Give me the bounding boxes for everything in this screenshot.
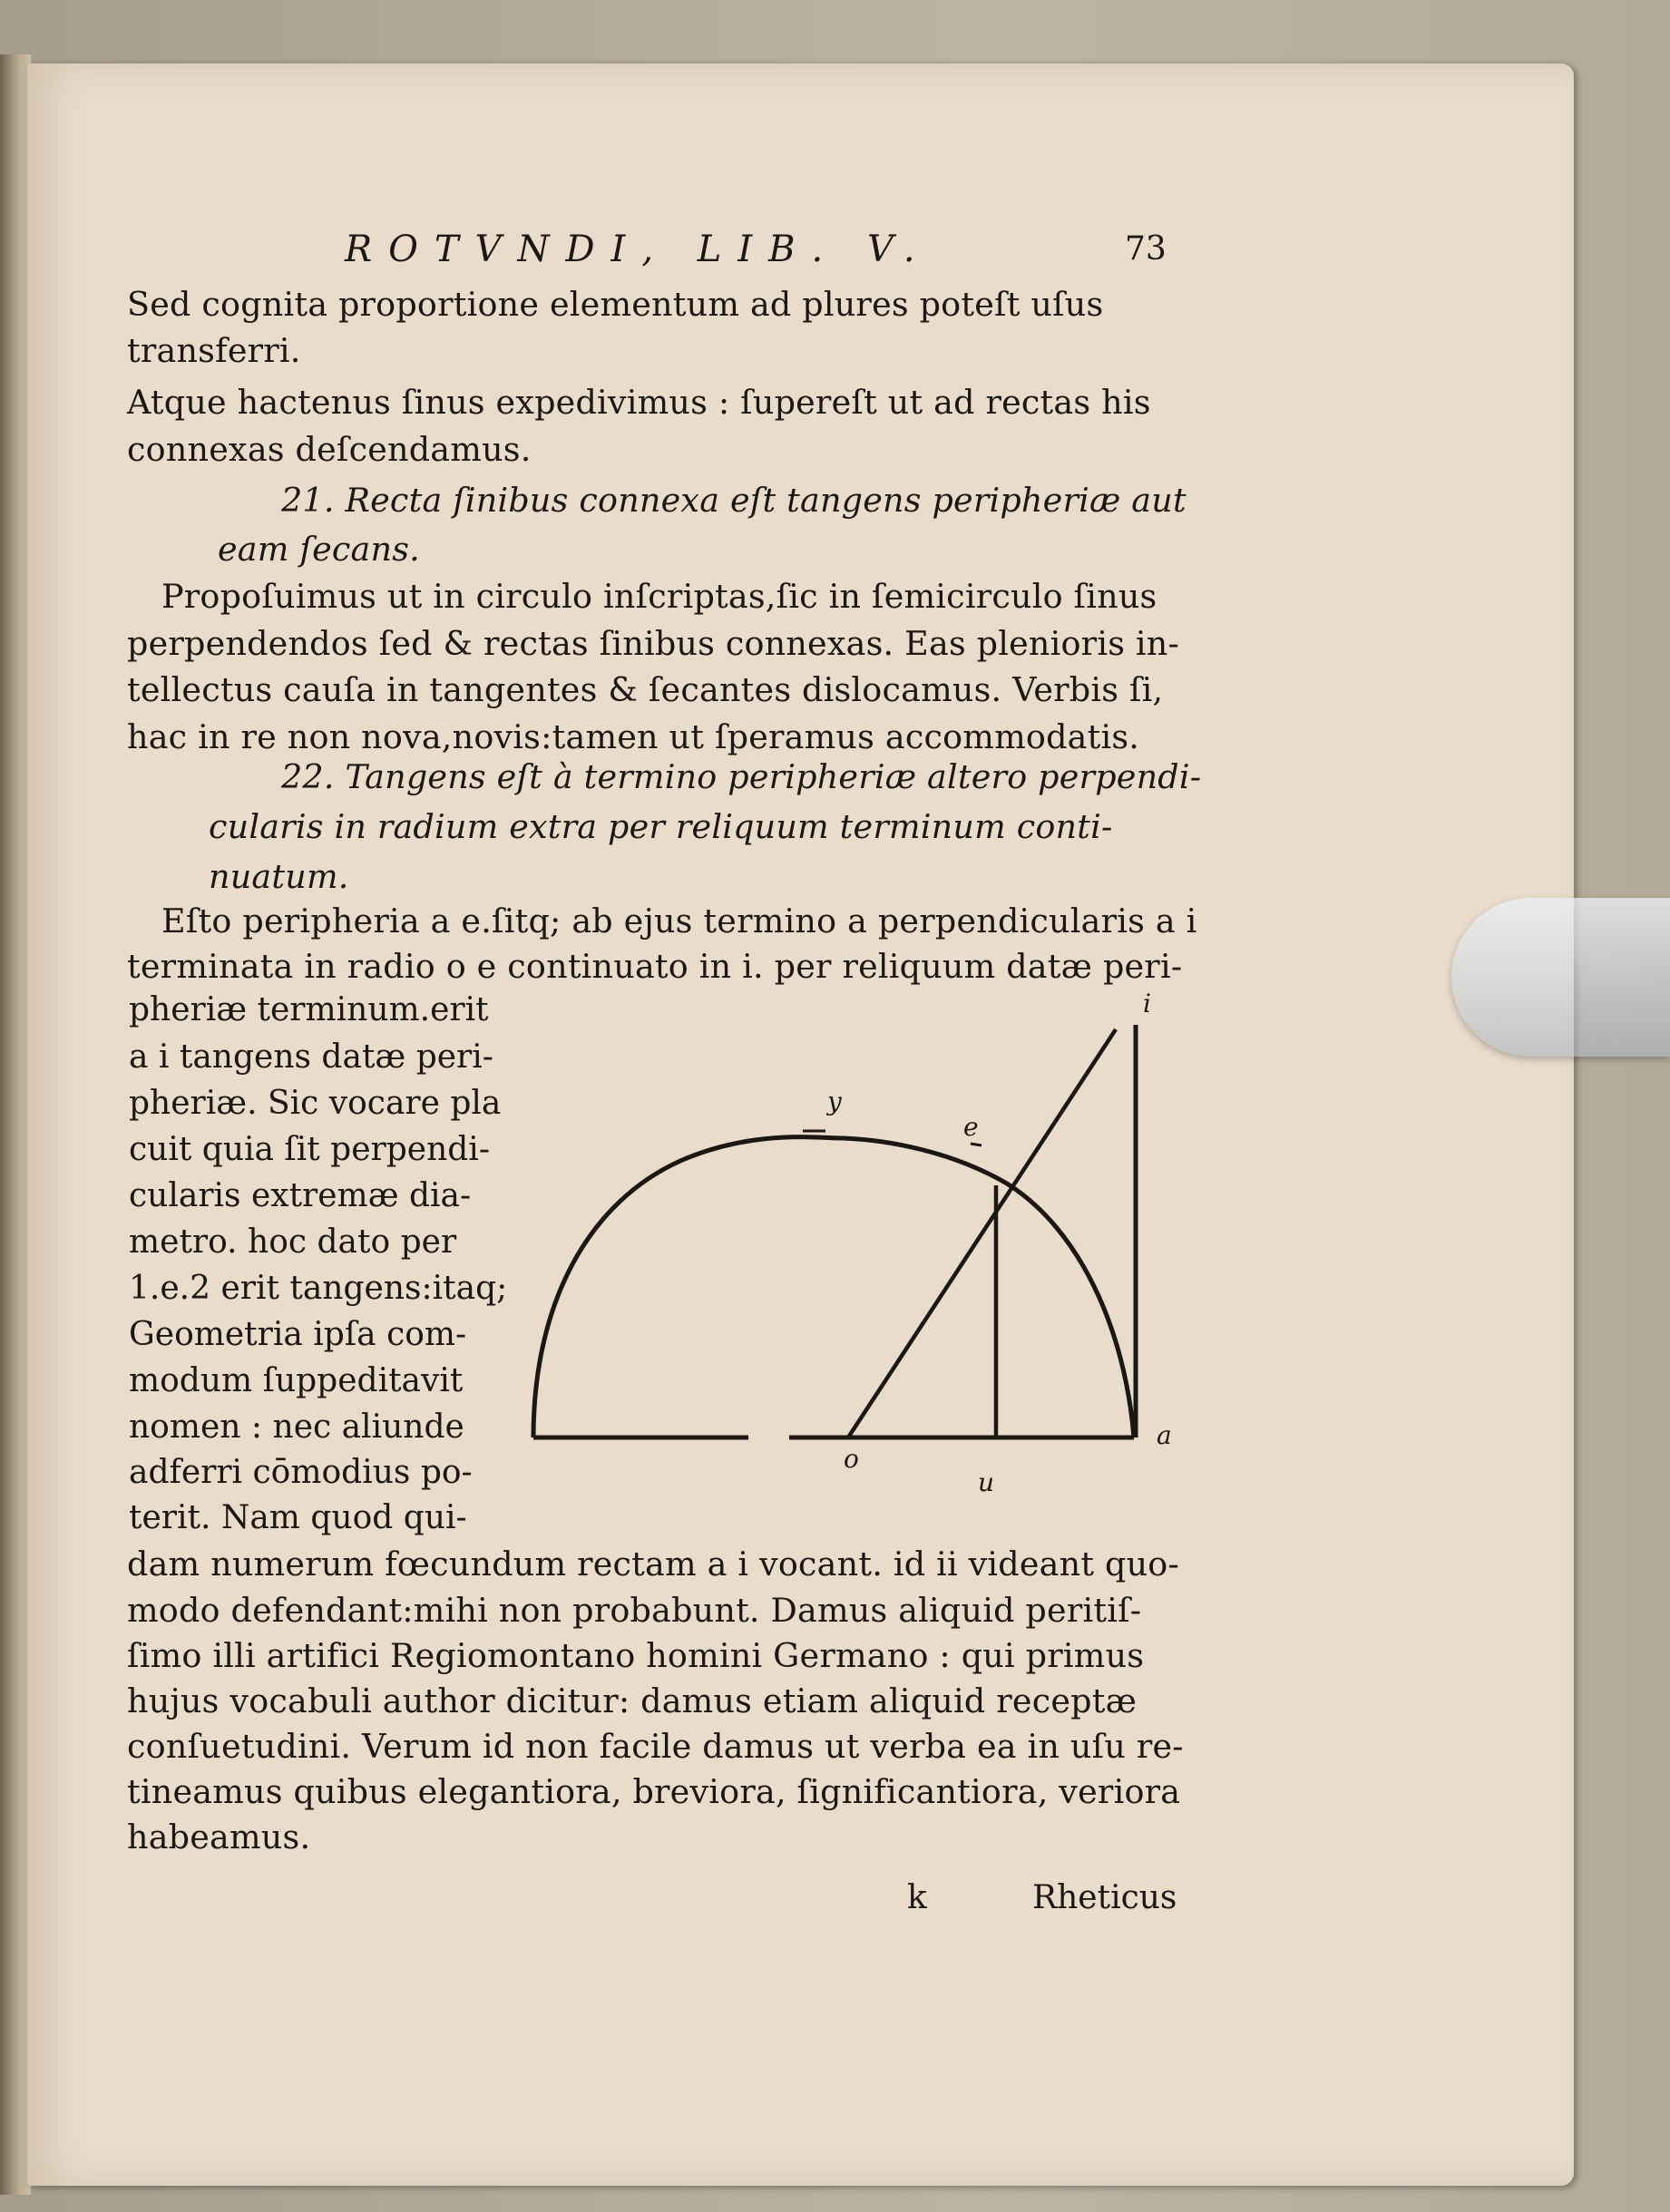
text-line: Eſto peripheria a e.ſitq; ab ejus termino a perpendicularis a i (161, 901, 1197, 940)
text-line: modo defendant:mihi non probabunt. Damus aliquid peritiſ- (127, 1591, 1142, 1630)
tangent-figure (517, 984, 1188, 1492)
text-line: hac in re non nova,novis:tamen ut ſperamus accommodatis. (127, 717, 1140, 756)
side-text-line: 1.e.2 erit tangens:itaq; (129, 1270, 508, 1307)
side-text-line: modum ſuppeditavit (129, 1362, 464, 1399)
label-o: o (844, 1444, 859, 1474)
text-line: connexas deſcendamus. (127, 430, 532, 469)
text-line: transferri. (127, 331, 301, 370)
label-u: u (978, 1467, 995, 1497)
proposition-21: 21. Recta ſinibus connexa eſt tangens peripheriæ aut (281, 481, 1187, 520)
text-line: perpendendos ſed & rectas ſinibus connexas. Eas plenioris in- (127, 624, 1180, 663)
label-e: e (963, 1112, 979, 1142)
text-line: Sed cognita proportione elementum ad plures poteſt uſus (127, 285, 1104, 324)
text-line: dam numerum fœcundum rectam a i vocant. id ii videant quo- (127, 1545, 1179, 1583)
side-text-line: pheriæ. Sic vocare pla (129, 1085, 502, 1122)
text-line: ſimo illi artifici Regiomontano homini Germano : qui primus (127, 1636, 1145, 1675)
text-line: terminata in radio o e continuato in i. per reliquum datæ peri- (127, 947, 1183, 986)
side-text-line: cuit quia ſit perpendi- (129, 1131, 490, 1168)
side-text-line: pheriæ terminum.erit (129, 991, 489, 1028)
side-text-line: a i tangens datæ peri- (129, 1038, 493, 1076)
proposition-22-cont: nuatum. (209, 857, 349, 896)
label-a: a (1157, 1420, 1172, 1450)
proposition-21-cont: eam ſecans. (218, 530, 420, 569)
signature-mark: k (907, 1879, 927, 1916)
arc (533, 1137, 1134, 1437)
text-line: Atque hactenus ſinus expedivimus : ſupereſt ut ad rectas his (127, 383, 1151, 422)
label-y: y (827, 1087, 842, 1116)
side-text-line: adferri cōmodius po- (129, 1454, 473, 1491)
text-line: conſuetudini. Verum id non facile damus ut verba ea in uſu re- (127, 1727, 1184, 1766)
side-text-line: cularis extremæ dia- (129, 1177, 472, 1214)
side-text-line: metro. hoc dato per (129, 1223, 457, 1261)
text-line: tineamus quibus elegantiora, breviora, ſignificantiora, veriora (127, 1772, 1181, 1811)
proposition-22: 22. Tangens eſt à termino peripheriæ altero perpendi- (281, 757, 1202, 796)
running-head: ROTVNDI, LIB. V. (345, 229, 932, 270)
text-line: habeamus. (127, 1817, 311, 1856)
previous-page-edge (0, 54, 31, 2195)
proposition-22-cont: cularis in radium extra per reliquum terminum conti- (209, 807, 1113, 846)
side-text-line: nomen : nec aliunde (129, 1408, 464, 1446)
catchword: Rheticus (1032, 1879, 1177, 1916)
page-number: 73 (1125, 230, 1167, 268)
page-holder-clip (1451, 898, 1670, 1057)
side-text-line: terit. Nam quod qui- (129, 1499, 467, 1536)
label-i: i (1143, 989, 1151, 1018)
text-line: hujus vocabuli author dicitur: damus etiam aliquid receptæ (127, 1681, 1138, 1720)
text-line: tellectus cauſa in tangentes & ſecantes dislocamus. Verbis ſi, (127, 670, 1164, 709)
secant-oi (848, 1029, 1116, 1437)
mark-e (971, 1144, 981, 1145)
side-text-line: Geometria ipſa com- (129, 1316, 467, 1353)
text-line: Propoſuimus ut in circulo inſcriptas,ſic in ſemicirculo ſinus (161, 577, 1157, 616)
